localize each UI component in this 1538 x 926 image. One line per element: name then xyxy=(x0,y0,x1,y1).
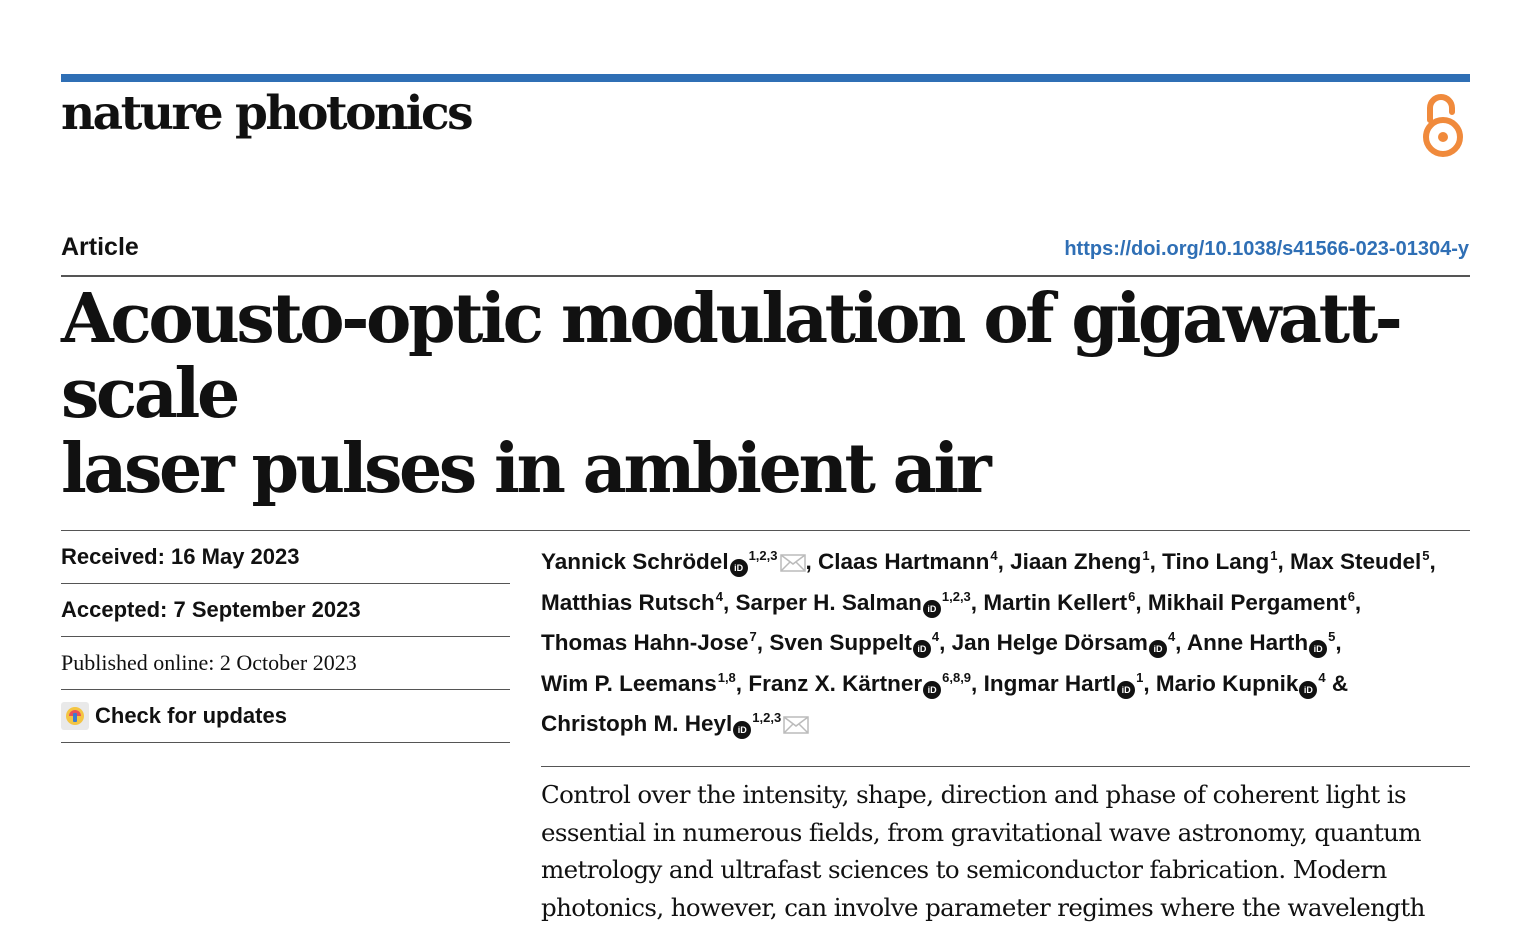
affiliation-marker[interactable]: 4 xyxy=(1168,629,1175,644)
affiliation-marker[interactable]: 1 xyxy=(1136,670,1143,685)
journal-name[interactable]: nature photonics xyxy=(61,86,471,141)
author[interactable] xyxy=(984,671,1150,696)
author-name: Max Steudel xyxy=(1290,549,1421,574)
affiliation-marker[interactable]: 5 xyxy=(1328,629,1335,644)
abstract xyxy=(541,776,1481,926)
orcid-icon[interactable]: iD xyxy=(1117,681,1135,699)
check-for-updates-label: Check for updates xyxy=(95,703,287,729)
orcid-icon[interactable]: iD xyxy=(730,559,748,577)
author-separator: , xyxy=(971,590,977,615)
author[interactable] xyxy=(1156,671,1348,696)
author-separator: , xyxy=(1143,671,1149,696)
author-name: Yannick Schrödel xyxy=(541,549,729,574)
author-name: Franz X. Kärtner xyxy=(748,671,922,696)
affiliation-marker[interactable]: 1,8 xyxy=(718,670,736,685)
open-access-icon xyxy=(1418,88,1468,160)
affiliation-marker[interactable]: 6,8,9 xyxy=(942,670,971,685)
author-name: Claas Hartmann xyxy=(818,549,989,574)
affiliation-marker[interactable]: 4 xyxy=(990,548,997,563)
journal-header-bar xyxy=(61,74,1470,82)
orcid-icon[interactable]: iD xyxy=(733,721,751,739)
check-for-updates-button[interactable] xyxy=(61,690,510,743)
abstract-line: Control over the intensity, shape, direction and phase of coherent light is xyxy=(541,776,1481,814)
author[interactable] xyxy=(983,590,1141,615)
author[interactable] xyxy=(541,671,742,696)
email-icon[interactable] xyxy=(783,716,809,734)
author-separator: , xyxy=(723,590,729,615)
orcid-icon[interactable]: iD xyxy=(1299,681,1317,699)
author-separator: , xyxy=(1335,630,1341,655)
author-name: Mikhail Pergament xyxy=(1148,590,1347,615)
author[interactable] xyxy=(541,549,812,574)
author-separator: , xyxy=(1175,630,1181,655)
publication-history xyxy=(61,531,510,743)
author[interactable] xyxy=(952,630,1182,655)
affiliation-marker[interactable]: 5 xyxy=(1422,548,1429,563)
author-list xyxy=(541,539,1481,742)
author-name: Tino Lang xyxy=(1162,549,1269,574)
title-line-1: Acousto-optic modulation of gigawatt-scale xyxy=(61,279,1399,434)
received-date: Received: 16 May 2023 xyxy=(61,531,510,584)
check-for-updates-icon xyxy=(61,702,89,730)
author-separator: , xyxy=(1277,549,1283,574)
author[interactable] xyxy=(748,671,977,696)
title-line-2: laser pulses in ambient air xyxy=(61,429,988,509)
author-separator: , xyxy=(971,671,977,696)
author-name: Matthias Rutsch xyxy=(541,590,715,615)
author-separator: , xyxy=(736,671,742,696)
author[interactable] xyxy=(1290,549,1436,574)
author-name: Sven Suppelt xyxy=(769,630,912,655)
author-name: Jan Helge Dörsam xyxy=(952,630,1148,655)
affiliation-marker[interactable]: 1,2,3 xyxy=(752,710,781,725)
author-name: Martin Kellert xyxy=(983,590,1127,615)
orcid-icon[interactable]: iD xyxy=(1149,640,1167,658)
title-divider xyxy=(61,275,1470,277)
author-separator: , xyxy=(939,630,945,655)
abstract-line: photonics, however, can involve parameter regimes where the wavelength xyxy=(541,889,1481,926)
author[interactable] xyxy=(818,549,1004,574)
affiliation-marker[interactable]: 4 xyxy=(1318,670,1325,685)
affiliation-marker[interactable]: 1,2,3 xyxy=(942,589,971,604)
author-name: Jiaan Zheng xyxy=(1010,549,1141,574)
author[interactable] xyxy=(541,630,763,655)
author-name: Ingmar Hartl xyxy=(984,671,1117,696)
orcid-icon[interactable]: iD xyxy=(1309,640,1327,658)
author-name: Christoph M. Heyl xyxy=(541,711,732,736)
abstract-line: metrology and ultrafast sciences to semiconductor fabrication. Modern xyxy=(541,851,1481,889)
orcid-icon[interactable]: iD xyxy=(923,681,941,699)
published-date: Published online: 2 October 2023 xyxy=(61,637,510,690)
author-separator: & xyxy=(1326,671,1349,696)
affiliation-marker[interactable]: 6 xyxy=(1348,589,1355,604)
affiliation-marker[interactable]: 1,2,3 xyxy=(749,548,778,563)
author-separator: , xyxy=(1150,549,1156,574)
author[interactable] xyxy=(1162,549,1284,574)
affiliation-marker[interactable]: 1 xyxy=(1142,548,1149,563)
author[interactable] xyxy=(769,630,945,655)
affiliation-marker[interactable]: 4 xyxy=(932,629,939,644)
author[interactable] xyxy=(541,590,729,615)
orcid-icon[interactable]: iD xyxy=(923,600,941,618)
abstract-line: essential in numerous fields, from gravitational wave astronomy, quantum xyxy=(541,814,1481,852)
author-separator: , xyxy=(757,630,763,655)
author[interactable] xyxy=(1010,549,1156,574)
article-type-label: Article xyxy=(61,233,139,262)
article-title xyxy=(61,282,1501,507)
author-separator: , xyxy=(1135,590,1141,615)
author[interactable] xyxy=(736,590,978,615)
affiliation-marker[interactable]: 7 xyxy=(750,629,757,644)
author-name: Wim P. Leemans xyxy=(541,671,717,696)
affiliation-marker[interactable]: 4 xyxy=(716,589,723,604)
author-separator: , xyxy=(806,549,812,574)
accepted-date: Accepted: 7 September 2023 xyxy=(61,584,510,637)
affiliation-marker[interactable]: 1 xyxy=(1270,548,1277,563)
abstract-divider xyxy=(541,766,1470,767)
author-name: Thomas Hahn-Jose xyxy=(541,630,749,655)
author-name: Mario Kupnik xyxy=(1156,671,1299,696)
orcid-icon[interactable]: iD xyxy=(913,640,931,658)
author-name: Anne Harth xyxy=(1187,630,1308,655)
author-separator: , xyxy=(1355,590,1361,615)
author[interactable] xyxy=(1187,630,1342,655)
author-separator: , xyxy=(1430,549,1436,574)
author[interactable] xyxy=(1148,590,1361,615)
author-separator: , xyxy=(998,549,1004,574)
author-name: Sarper H. Salman xyxy=(736,590,922,615)
doi-link[interactable]: https://doi.org/10.1038/s41566-023-01304-y xyxy=(1064,238,1469,261)
author[interactable] xyxy=(541,711,809,736)
email-icon[interactable] xyxy=(780,554,806,572)
affiliation-marker[interactable]: 6 xyxy=(1128,589,1135,604)
